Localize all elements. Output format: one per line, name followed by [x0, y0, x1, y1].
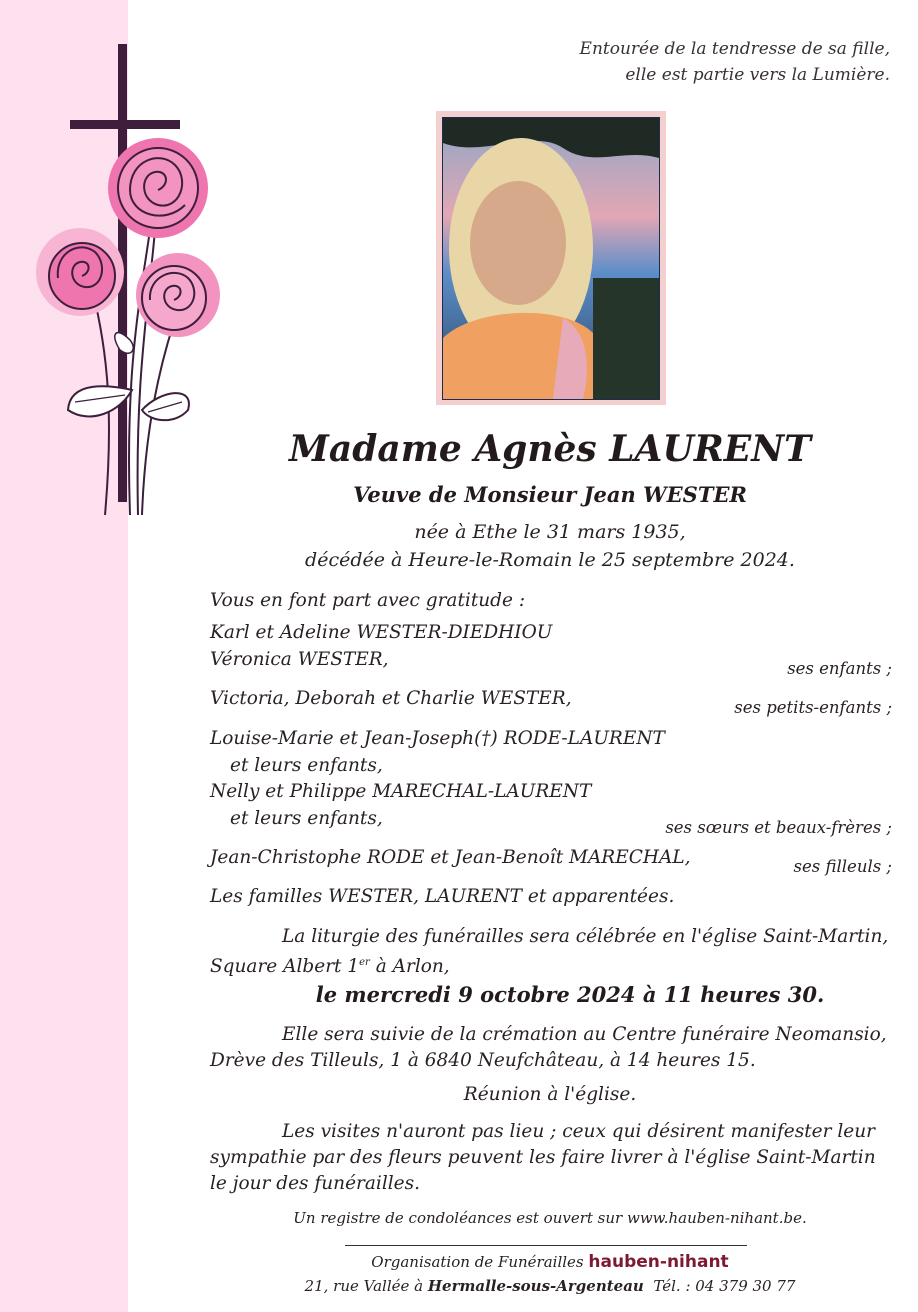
siblings-role: ses sœurs et beaux-frères ; — [665, 818, 892, 837]
liturgy-square: Square Albert 1 — [210, 956, 360, 978]
portrait-photo — [436, 111, 666, 405]
organizer-line — [190, 1252, 910, 1272]
epigraph — [580, 36, 890, 88]
brand-logo: hauben-nihant — [588, 1252, 729, 1272]
families-line: Les familles WESTER, LAURENT et apparentées. — [210, 886, 675, 907]
deceased-name: Madame Agnès LAURENT — [289, 428, 811, 470]
registry-note: Un registre de condoléances est ouvert sur www.hauben-nihant.be. — [293, 1209, 807, 1227]
children-role: ses enfants ; — [787, 659, 892, 678]
epigraph-line-1: Entourée de la tendresse de sa fille, — [579, 39, 890, 59]
address-city: Hermalle-sous-Argenteau — [427, 1277, 644, 1295]
portrait-image — [443, 118, 659, 399]
phone: Tél. : 04 379 30 77 — [653, 1277, 796, 1295]
liturgy-paragraph — [210, 924, 890, 980]
grandchildren-role: ses petits-enfants ; — [734, 698, 892, 717]
cremation-line-1: Elle sera suivie de la crémation au Centre funéraire Neomansio, — [282, 1024, 887, 1045]
meeting-line: Réunion à l'église. — [463, 1084, 637, 1105]
siblings-line-1b: et leurs enfants, — [230, 755, 383, 776]
liturgy-city: à Arlon, — [369, 956, 450, 978]
widow-line: Veuve de Monsieur Jean WESTER — [353, 482, 747, 507]
liturgy-sup: er — [359, 957, 370, 968]
birth-line: née à Ethe le 31 mars 1935, — [414, 521, 686, 543]
siblings-line-1: Louise-Marie et Jean-Joseph(†) RODE-LAURENT — [210, 728, 665, 749]
cremation-paragraph — [210, 1022, 890, 1074]
epigraph-line-2: elle est partie vers la Lumière. — [625, 65, 890, 85]
children-line-1: Karl et Adeline WESTER-DIEDHIOU — [210, 622, 553, 643]
address-line — [190, 1277, 910, 1295]
grandchildren-line: Victoria, Deborah et Charlie WESTER, — [210, 688, 572, 709]
visits-paragraph: Les visites n'auront pas lieu ; ceux qui désirent manifester leur sympathie par des fleurs peuvent les faire livrer à l'église Saint-Martin le jour des funérailles. — [210, 1121, 876, 1194]
funeral-date: le mercredi 9 octobre 2024 à 11 heures 30. — [315, 982, 825, 1007]
intro-line: Vous en font part avec gratitude : — [210, 590, 526, 611]
siblings-line-2b: et leurs enfants, — [230, 808, 383, 829]
birth-death — [190, 518, 910, 574]
godchildren-line: Jean-Christophe RODE et Jean-Benoît MARECHAL, — [210, 847, 691, 868]
organizer-label: Organisation de Funérailles — [371, 1253, 584, 1271]
address-street: 21, rue Vallée à — [304, 1277, 428, 1295]
godchildren-role: ses filleuls ; — [793, 857, 892, 876]
footer-divider — [345, 1245, 747, 1246]
siblings-line-2: Nelly et Philippe MARECHAL-LAURENT — [210, 781, 592, 802]
death-line: décédée à Heure-le-Romain le 25 septembre 2024. — [305, 549, 795, 571]
cremation-line-2: Drève des Tilleuls, 1 à 6840 Neufchâteau, à 14 heures 15. — [210, 1050, 756, 1071]
children-line-2: Véronica WESTER, — [210, 649, 389, 670]
liturgy-line-1: La liturgie des funérailles sera célébrée en l'église Saint-Martin, — [282, 926, 889, 947]
